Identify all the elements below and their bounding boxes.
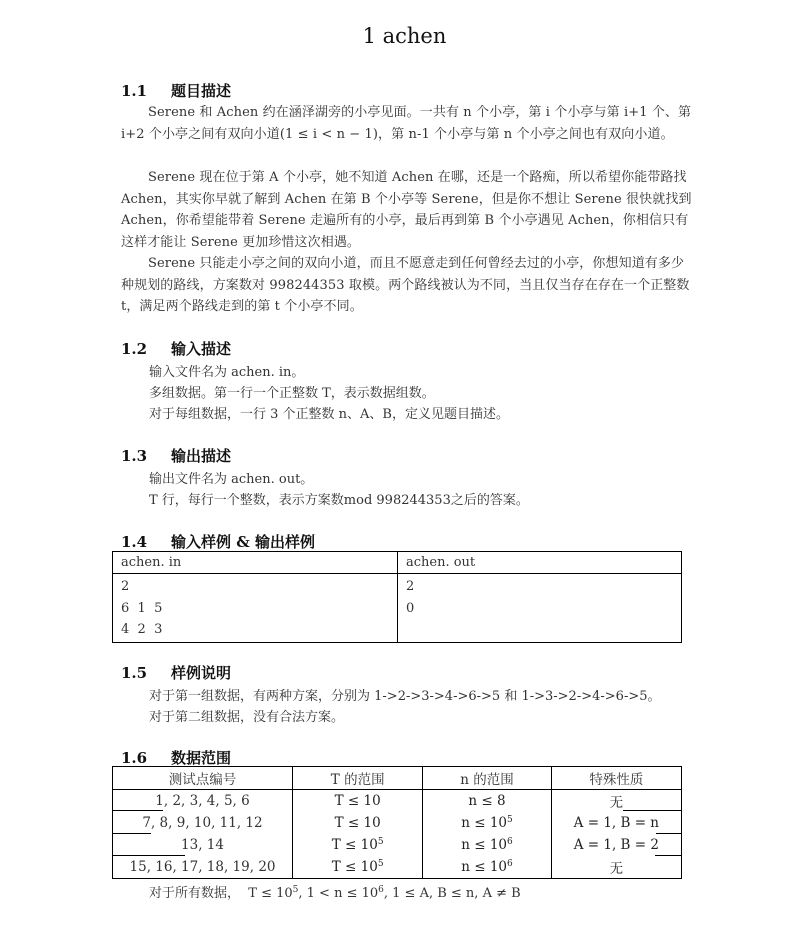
n-exponent: 5 <box>507 815 513 825</box>
cell-n <box>423 856 551 879</box>
sample-table <box>112 551 682 643</box>
cell-cases: 1, 2, 3, 4, 5, 6 <box>113 790 293 813</box>
T-exponent: 5 <box>377 837 384 847</box>
section-heading-constraints <box>121 747 231 768</box>
cell-T <box>293 834 423 856</box>
description-paragraph-1: Serene 和 Achen 约在涵泽湖旁的小亭见面。一共有 n 个小亭，第 i 个小亭与第 i+1 个、第 i+2 个小亭之间有双向小道(1 ≤ i < n − 1)，第 n-1 个小亭与第 n 个小亭之间也有双向小道。 <box>121 105 692 142</box>
constraints-footnote <box>149 882 521 901</box>
description-paragraph-2: Serene 现在位于第 A 个小亭，她不知道 Achen 在哪，还是一个路痴，所以希望你能带路找 Achen，其实你早就了解到 Achen 在第 B 个小亭等 Serene，但是你不想让 Serene 很快就找到 Achen，你希望能带着 Serene 走遍所有的小亭，最后再到第 B 个小亭遇见 Achen，你相信只有这样才能让 Serene 更加珍惜这次相遇。 <box>121 170 692 250</box>
row-divider-stub <box>655 855 681 856</box>
cell-n <box>423 834 551 856</box>
section-heading-output <box>121 445 231 466</box>
section-number: 1.3 <box>121 447 148 465</box>
sample-input-header: achen. in <box>113 552 398 574</box>
cell-T <box>293 856 423 879</box>
sample-input-line: 2 <box>121 579 130 594</box>
output-line-format: T 行，每行一个整数，表示方案数mod 998244353之后的答案。 <box>149 493 529 508</box>
sample-output-header: achen. out <box>398 552 682 574</box>
row-divider-stub <box>113 810 163 811</box>
section-title: 数据范围 <box>171 749 232 767</box>
sample-input-line: 6 1 5 <box>121 600 163 616</box>
cell-cases: 7, 8, 9, 10, 11, 12 <box>113 812 293 834</box>
row-divider-stub <box>113 855 185 856</box>
T-bound: T ≤ 10 <box>334 815 381 831</box>
section-title: 样例说明 <box>171 664 232 682</box>
row-divider-stub <box>113 833 151 834</box>
cell-n <box>423 790 551 813</box>
n-exponent: 6 <box>507 837 513 847</box>
table-row <box>113 790 682 813</box>
header-testcase-id: 测试点编号 <box>113 767 293 790</box>
section-title: 输出描述 <box>171 447 232 465</box>
header-T-range: T 的范围 <box>293 767 423 790</box>
input-line-filename: 输入文件名为 achen. in。 <box>149 365 305 380</box>
n-exponent: 6 <box>507 859 513 869</box>
section-title: 输入描述 <box>171 340 232 358</box>
sample-output-line: 2 <box>406 579 415 594</box>
sample-output-line <box>406 619 673 641</box>
n-bound: n ≤ 10 <box>461 859 508 875</box>
footnote-exp: 5 <box>292 885 299 895</box>
footnote-math: , 1 < n ≤ 10 <box>298 886 379 901</box>
output-line-filename: 输出文件名为 achen. out。 <box>149 472 314 487</box>
cell-T <box>293 790 423 813</box>
T-bound: T ≤ 10 <box>331 859 378 875</box>
sample-input-line: 4 2 3 <box>121 622 163 637</box>
cell-special: A = 1, B = 2 <box>551 834 681 856</box>
cell-special: A = 1, B = n <box>551 812 681 834</box>
description-paragraph-3: Serene 只能走小亭之间的双向小道，而且不愿意走到任何曾经去过的小亭，你想知道有多少种规划的路线，方案数对 998244353 取模。两个路线被认为不同，当且仅当存在存在一个正整数 t，满足两个路线走到的第 t 个小亭不同。 <box>121 256 690 315</box>
n-bound: n ≤ 10 <box>461 837 508 853</box>
input-line-format: 对于每组数据，一行 3 个正整数 n、A、B，定义见题目描述。 <box>149 407 509 422</box>
table-row <box>113 856 682 879</box>
sample-output-cell <box>398 574 682 643</box>
section-title: 题目描述 <box>171 82 232 100</box>
sample-input-cell <box>113 574 398 643</box>
n-bound: n ≤ 10 <box>461 815 508 831</box>
cell-n <box>423 812 551 834</box>
input-line-multi: 多组数据。第一行一个正整数 T，表示数据组数。 <box>149 386 435 401</box>
footnote-math: T ≤ 10 <box>248 886 293 901</box>
footnote-math: , 1 ≤ A, B ≤ n, A ≠ B <box>383 886 521 901</box>
section-number: 1.2 <box>121 340 148 358</box>
section-number: 1.4 <box>121 533 148 551</box>
header-special: 特殊性质 <box>551 767 681 790</box>
constraints-table <box>112 766 682 879</box>
cell-cases: 15, 16, 17, 18, 19, 20 <box>113 856 293 879</box>
cell-special: 无 <box>551 856 681 879</box>
footnote-prefix: 对于所有数据， <box>149 886 249 901</box>
section-heading-explanation <box>121 662 231 683</box>
n-bound: n ≤ 8 <box>468 793 506 809</box>
section-number: 1.5 <box>121 664 148 682</box>
cell-special: 无 <box>551 790 681 813</box>
section-number: 1.6 <box>121 749 148 767</box>
header-n-range: n 的范围 <box>423 767 551 790</box>
cell-T <box>293 812 423 834</box>
table-row <box>113 834 682 856</box>
cell-cases: 13, 14 <box>113 834 293 856</box>
section-heading-sample <box>121 531 315 552</box>
footnote-exp: 6 <box>378 885 384 895</box>
row-divider-stub <box>623 810 681 811</box>
T-bound: T ≤ 10 <box>331 837 378 853</box>
explanation-line-2: 对于第二组数据，没有合法方案。 <box>149 710 345 725</box>
problem-title: 1 achen <box>362 24 447 48</box>
section-number: 1.1 <box>121 82 148 100</box>
section-title: 输入样例 & 输出样例 <box>171 533 315 551</box>
section-heading-input <box>121 338 231 359</box>
section-heading-description <box>121 80 231 101</box>
T-bound: T ≤ 10 <box>334 793 381 809</box>
explanation-line-1: 对于第一组数据，有两种方案，分别为 1->2->3->4->6->5 和 1->3->2->4->6->5。 <box>149 689 661 704</box>
row-divider-stub <box>656 833 681 834</box>
sample-output-line: 0 <box>406 600 415 616</box>
T-exponent: 5 <box>377 859 384 869</box>
table-row <box>113 812 682 834</box>
